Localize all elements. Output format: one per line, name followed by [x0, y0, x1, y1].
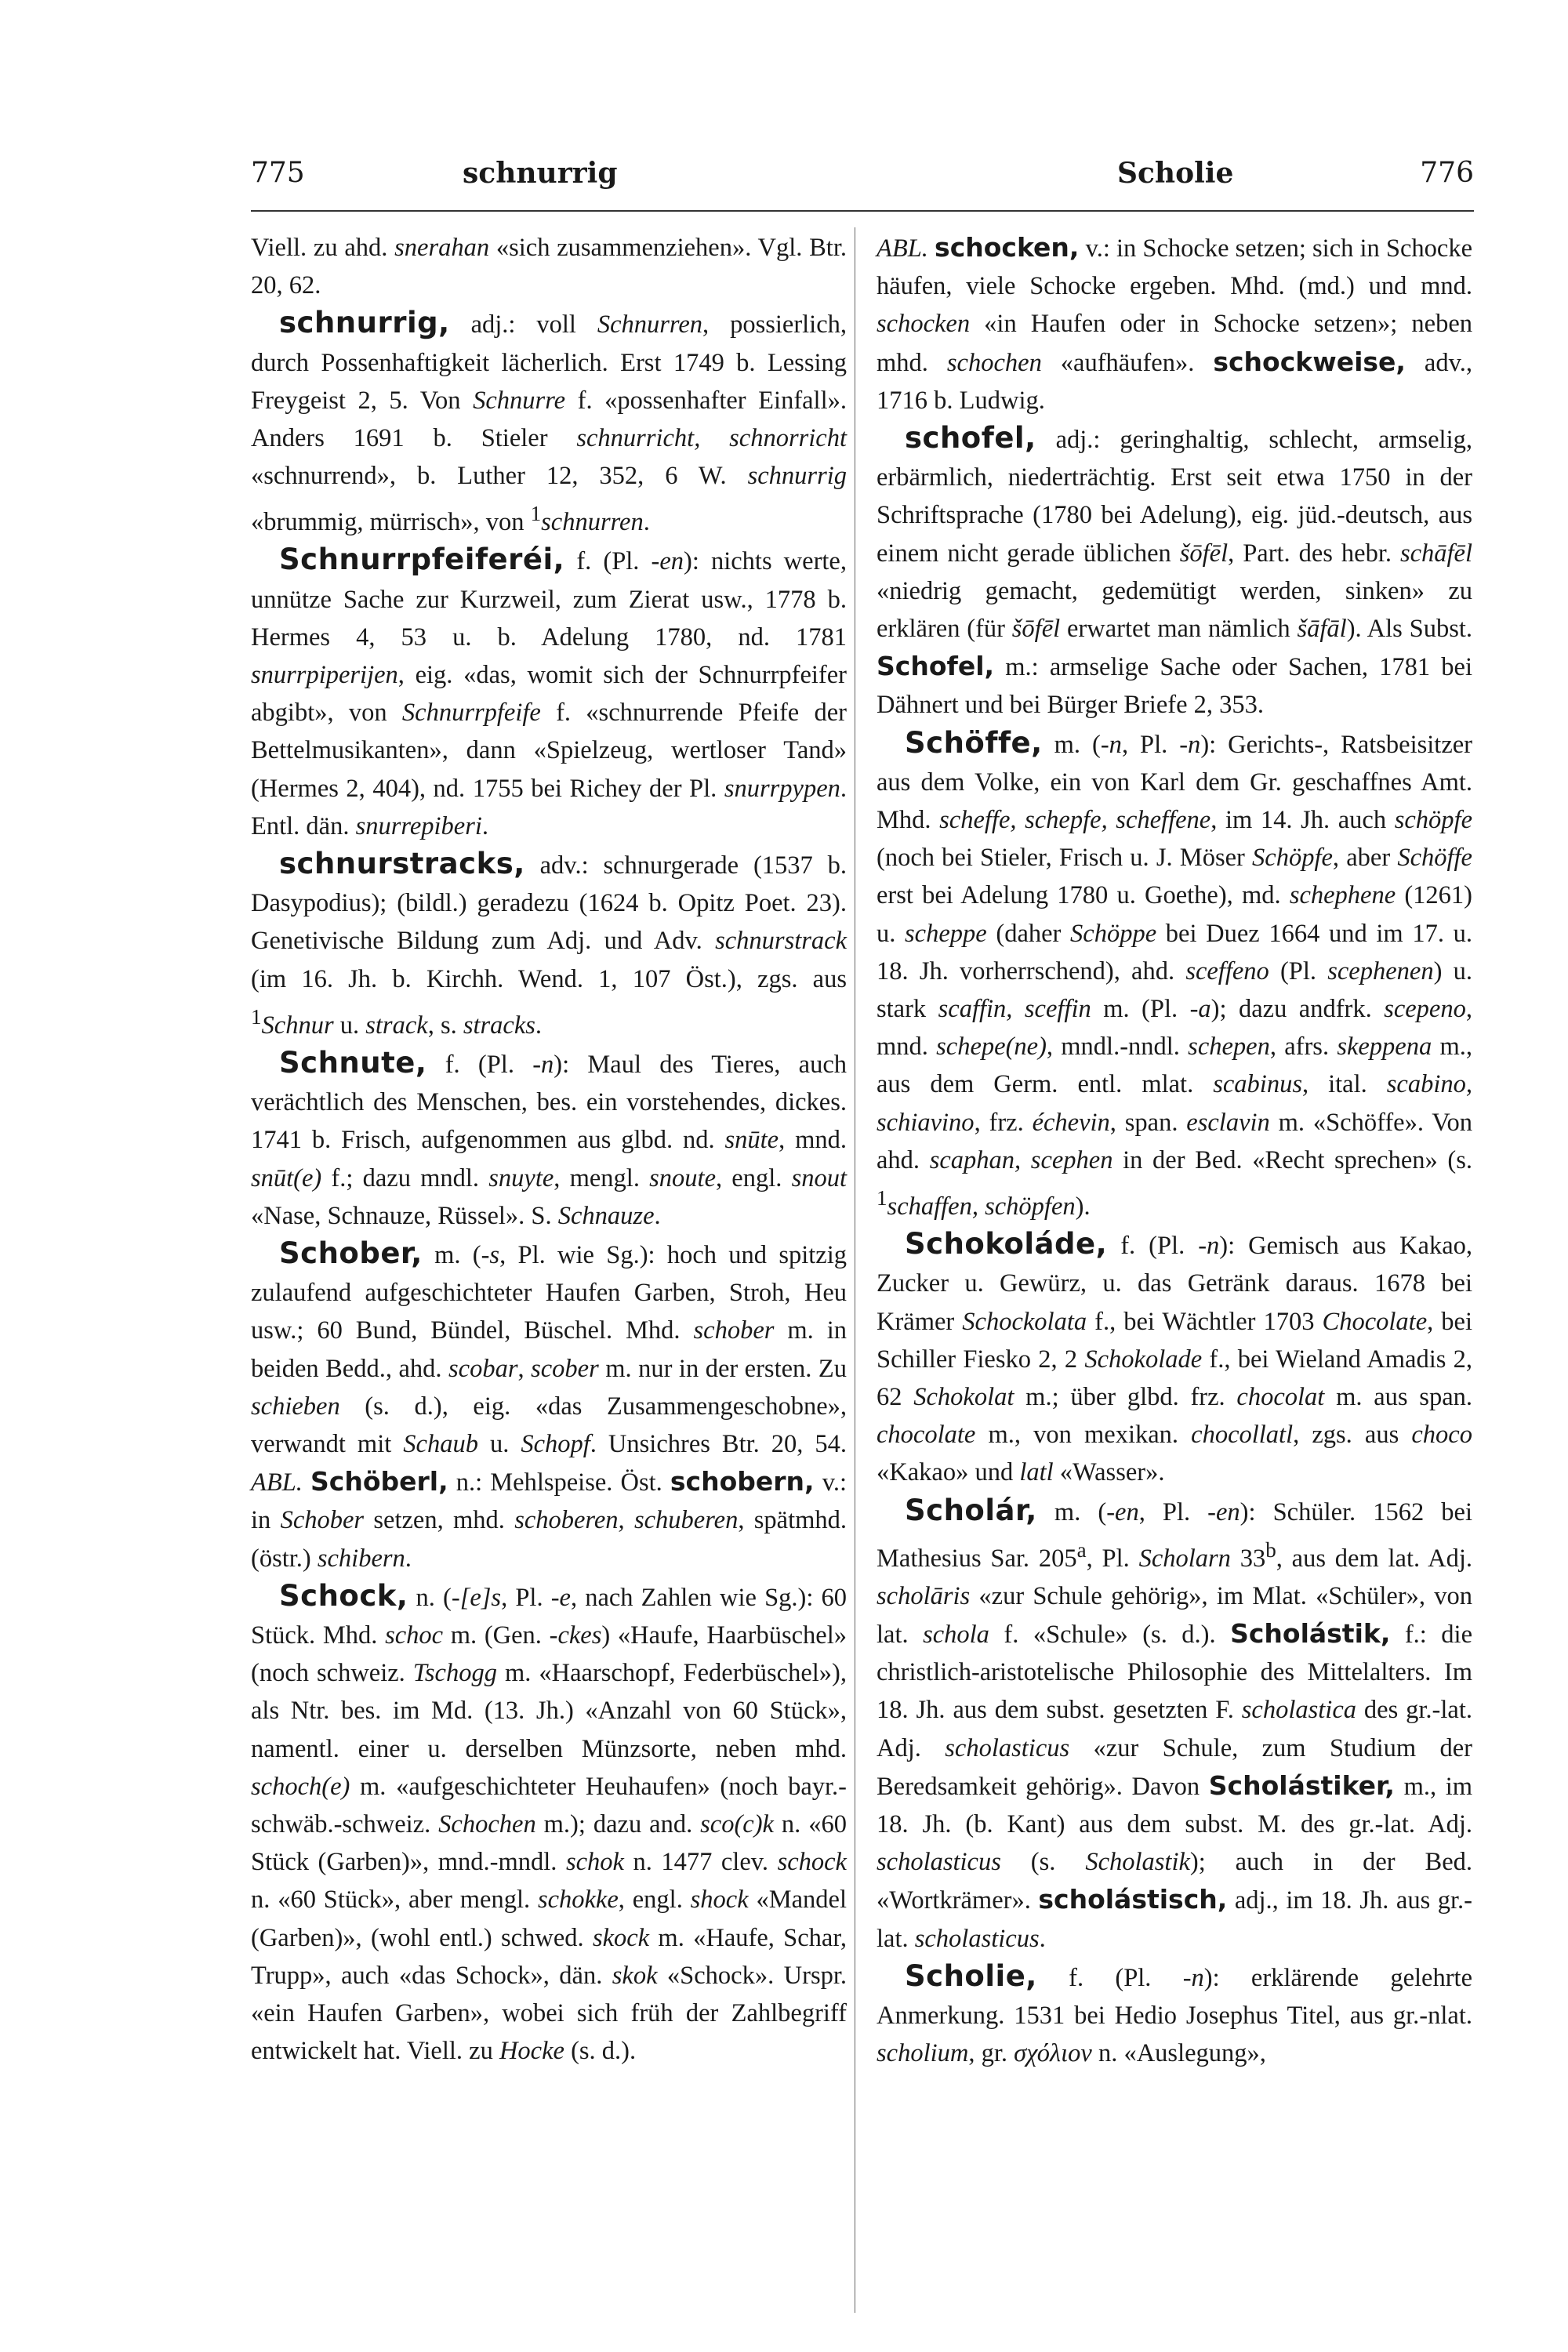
running-header: [251, 157, 1474, 204]
dictionary-entry: Schnute, f. (Pl. -n): Maul des Tieres, auch verächtlich des Menschen, bes. ein vorstehendes, dickes. 1741 b. Frisch, aufgenommen aus glbd. nd. snūte, mnd. snūt(e) f.; dazu mndl. snuyte, mengl. snoute, engl. snout «Nase, Schnauze, Rüssel». S. Schnauze.: [251, 1045, 848, 1230]
dictionary-entry: schnurrig, adj.: voll Schnurren, possierlich, durch Possenhaftigkeit lächerlich. Erst 1749 b. Lessing Freygeist 2, 5. Von Schnurre f. «possenhafter Einfall». Anders 1691 b. Stieler schnurricht, schnorricht «schnurrend», b. Luther 12, 352, 6 W. schnurrig «brummig, mürrisch», von $^1$schnurren.: [251, 306, 848, 537]
dictionary-entry: Schock, n. (-[e]s, Pl. -e, nach Zahlen wie Sg.): 60 Stück. Mhd. schoc m. (Gen. -ckes) «Haufe, Haarbüschel» (noch schweiz. Tschogg m. «Haarschopf, Federbüschel»), als Ntr. bes. im Md. (13. Jh.) «Anzahl von 60 Stück», namentl. einer u. derselben Münzsorte, neben mhd. schoch(e) m. «aufgeschichteter Heuhaufen» (noch bayr.-schwäb.-schweiz. Schochen m.); dazu and. sco(c)k n. «60 Stück (Garben)», mnd.-mndl. schok n. 1477 clev. schock n. «60 Stück», aber mengl. schokke, engl. shock «Mandel (Garben)», (wohl entl.) schwed. skock m. «Haufe, Schar, Trupp», auch «das Schock», dän. skok «Schock». Urspr. «ein Haufen Garben», wobei sich früh der Zahlbegriff entwickelt hat. Viell. zu Hocke (s. d.).: [251, 1578, 848, 2066]
dictionary-entry: Scholie, f. (Pl. -n): erklärende gelehrte Anmerkung. 1531 bei Hedio Josephus Titel, aus gr.-nlat. scholium, gr. σχόλιον n. «Auslegung»,: [877, 1958, 1473, 2068]
dictionary-entry: ABL. schocken, v.: in Schocke setzen; sich in Schocke häufen, viele Schocke ergeben. Mhd. (md.) und mnd. schocken «in Haufen oder in Schocke setzen»; neben mhd. schochen «aufhäufen». schockweise, adv., 1716 b. Ludwig.: [877, 232, 1473, 415]
header-rule: [251, 210, 1474, 212]
dictionary-entry: Schokoláde, f. (Pl. -n): Gemisch aus Kakao, Zucker u. Gewürz, u. das Getränk daraus. 1678 bei Krämer Schockolata f., bei Wächtler 1703 Chocolate, bei Schiller Fiesko 2, 2 Schokolade f., bei Wieland Amadis 2, 62 Schokolat m.; über glbd. frz. chocolat m. aus span. chocolate m., von mexikan. chocollatl, zgs. aus choco «Kakao» und latl «Wasser».: [877, 1227, 1472, 1487]
dictionary-entry: schnurstracks, adv.: schnurgerade (1537 b. Dasypodius); (bildl.) geradezu (1624 b. Opitz Poet. 23). Genetivische Bildung zum Adj. und Adv. schnurstrack (im 16. Jh. b. Kirchh. Wend. 1, 107 Öst.), zgs. aus $^1$Schnur u. strack, s. stracks.: [251, 847, 847, 1040]
page-number-left: 775: [251, 157, 305, 189]
dictionary-entry: Viell. zu ahd. snerahan «sich zusammenziehen». Vgl. Btr. 20, 62.: [251, 234, 847, 300]
dictionary-entry: Schöffe, m. (-n, Pl. -n): Gerichts-, Ratsbeisitzer aus dem Volke, ein von Karl dem Gr. geschaffnes Amt. Mhd. scheffe, schepfe, scheffene, im 14. Jh. auch schöpfe (noch bei Stieler, Frisch u. J. Möser Schöpfe, aber Schöffe erst bei Adelung 1780 u. Goethe), md. schephene (1261) u. scheppe (daher Schöppe bei Duez 1664 und im 17. u. 18. Jh. vorherrschend), ahd. sceffeno (Pl. scephenen) u. stark scaffin, sceffin m. (Pl. -a); dazu andfrk. scepeno, mnd. schepe(ne), mndl.-nndl. schepen, afrs. skeppena m., aus dem Germ. entl. mlat. scabinus, ital. scabino, schiavino, frz. échevin, span. esclavin m. «Schöffe». Von ahd. scaphan, scephen in der Bed. «Recht sprechen» (s. $^1$schaffen, schöpfen).: [877, 725, 1473, 1221]
dictionary-entry: Schober, m. (-s, Pl. wie Sg.): hoch und spitzig zulaufend aufgeschichteter Haufen Garben, Stroh, Heu usw.; 60 Bund, Bündel, Büschel. Mhd. schober m. in beiden Bedd., ahd. scobar, scober m. nur in der ersten. Zu schieben (s. d.), eig. «das Zusammengeschobne», verwandt mit Schaub u. Schopf. Unsichres Btr. 20, 54. ABL. Schöberl, n.: Mehlspeise. Öst. schobern, v.: in Schober setzen, mhd. schoberen, schuberen, spätmhd. (östr.) schibern.: [251, 1236, 848, 1573]
left-column: [251, 229, 847, 2070]
page-number-right: 776: [1420, 157, 1474, 189]
running-headword-left: schnurrig: [463, 157, 618, 190]
right-column: [877, 229, 1472, 2072]
dictionary-entry: Schnurrpfeiferéi, f. (Pl. -en): nichts werte, unnütze Sache zur Kurzweil, zum Zierat usw., 1778 b. Hermes 4, 53 u. b. Adelung 1780, nd. 1781 snurrpiperijen, eig. «das, womit sich der Schnurrpfeifer abgibt», von Schnurrpfeife f. «schnurrende Pfeife der Bettelmusikanten», dann «Spielzeug, wertloser Tand» (Hermes 2, 404), nd. 1755 bei Richey der Pl. snurrpypen. Entl. dän. snurrepiberi.: [251, 543, 847, 840]
running-headword-right: Scholie: [1117, 157, 1234, 190]
dictionary-entry: schofel, adj.: geringhaltig, schlecht, armselig, erbärmlich, niederträchtig. Erst seit etwa 1750 in der Schriftsprache (1780 bei Adelung), eig. jüd.-deutsch, aus einem nicht gerade üblichen šōfēl, Part. des hebr. schāfēl «niedrig gemacht, gedemütigt werden, sinken» zu erklären (für šōfēl erwartet man nämlich šāfāl). Als Subst. Schofel, m.: armselige Sache oder Sachen, 1781 bei Dähnert und bei Bürger Briefe 2, 353.: [877, 421, 1472, 720]
dictionary-entry: Scholár, m. (-en, Pl. -en): Schüler. 1562 bei Mathesius Sar. 205$^a$, Pl. Scholarn 33$^b$, aus dem lat. Adj. scholāris «zur Schule gehörig», im Mlat. «Schüler», von lat. schola f. «Schule» (s. d.). Scholástik, f.: die christlich-aristotelische Philosophie des Mittelalters. Im 18. Jh. aus dem subst. gesetzten F. scholastica des gr.-lat. Adj. scholasticus «zur Schule, zum Studium der Beredsamkeit gehörig». Davon Scholástiker, m., im 18. Jh. (b. Kant) aus dem subst. M. des gr.-lat. Adj. scholasticus (s. Scholastik); auch in der Bed. «Wortkrämer». scholástisch, adj., im 18. Jh. aus gr.-lat. scholasticus.: [877, 1493, 1473, 1953]
